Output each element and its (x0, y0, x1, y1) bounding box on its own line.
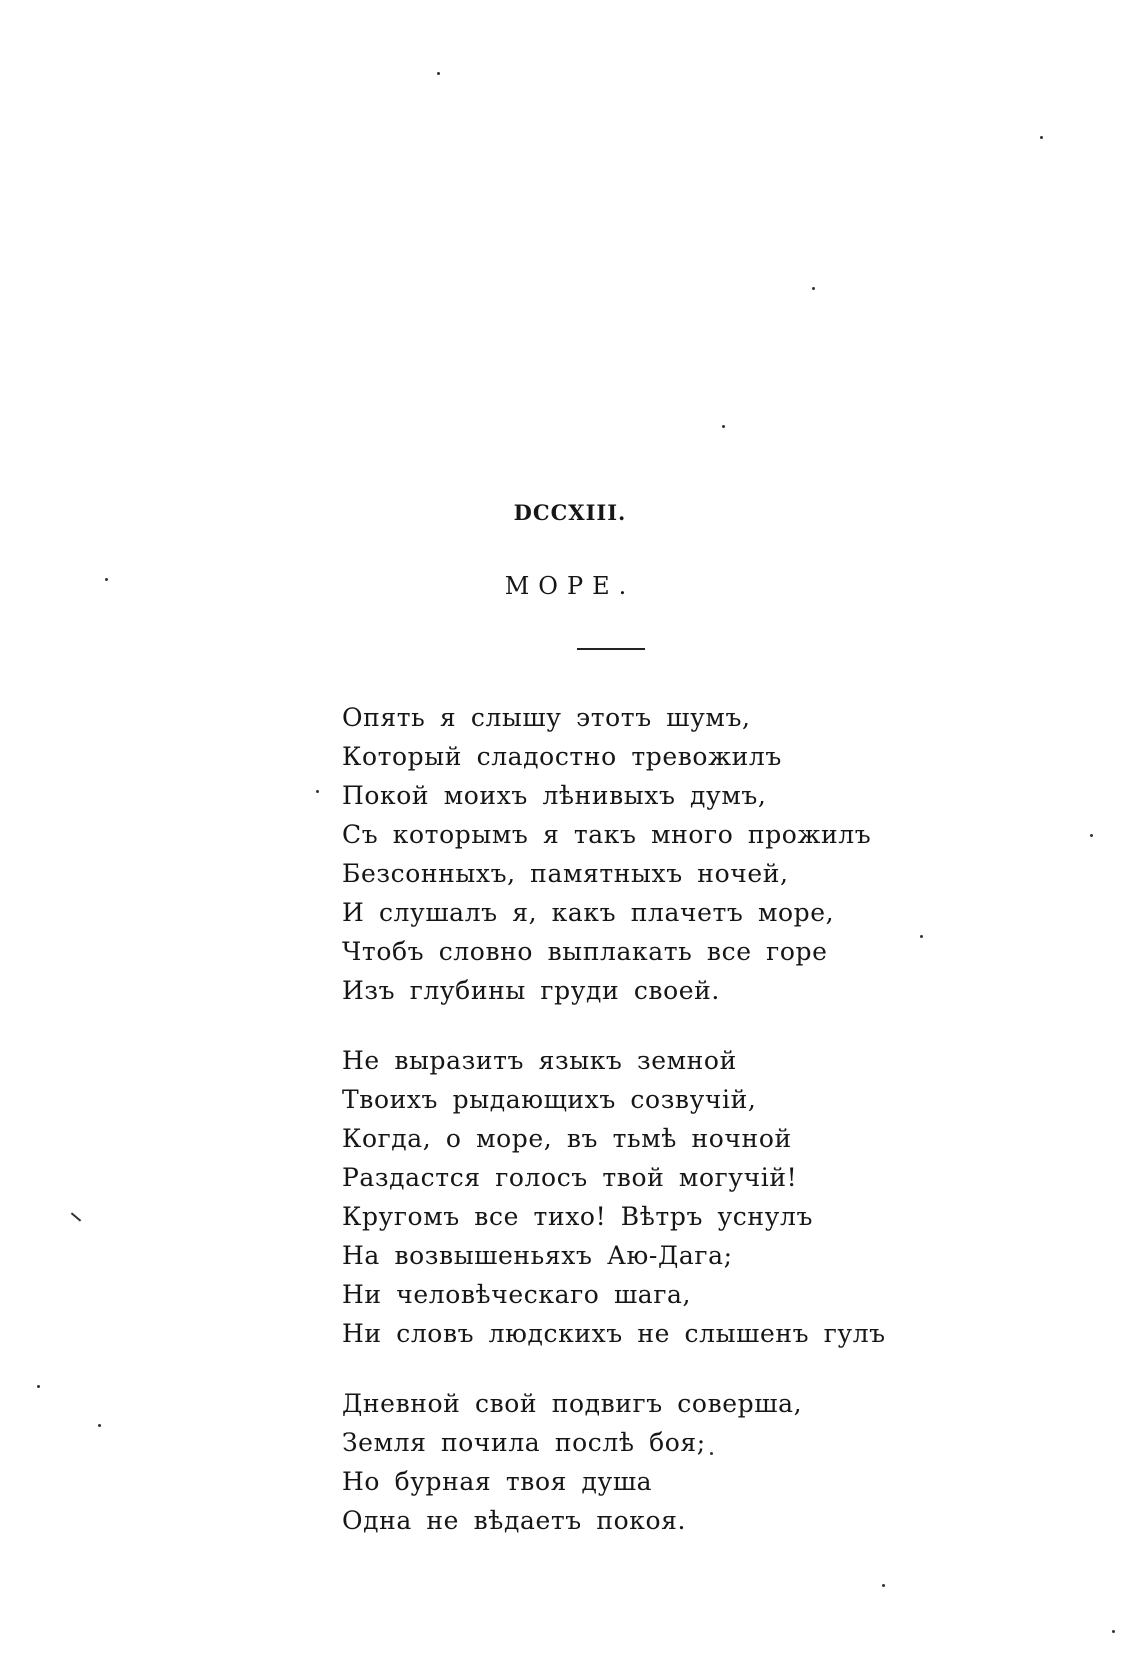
poem-title: МОРЕ. (504, 572, 636, 600)
poem-line: Дневной свой подвигъ соверша, (342, 1389, 803, 1418)
poem-line: Ни словъ людскихъ не слышенъ гулъ (342, 1319, 886, 1348)
poem-line: Съ которымъ я такъ много прожилъ (342, 820, 872, 849)
scan-speck (437, 72, 440, 75)
poem-line: На возвышеньяхъ Аю-Дага; (342, 1241, 733, 1270)
poem-line: Не выразитъ языкъ земной (342, 1046, 737, 1075)
scan-mark (71, 1212, 81, 1221)
poem-line: Одна не вѣдаетъ покоя. (342, 1506, 687, 1535)
scan-speck (1112, 1630, 1115, 1633)
poem-line: Покой моихъ лѣнивыхъ думъ, (342, 781, 767, 810)
poem-line: Раздастся голосъ твой могучій! (342, 1163, 798, 1192)
poem-line: Но бурная твоя душа (342, 1467, 653, 1496)
scan-speck (1040, 136, 1043, 139)
poem-line: И слушалъ я, какъ плачетъ море, (342, 898, 835, 927)
poem-line: Твоихъ рыдающихъ созвучій, (342, 1085, 757, 1114)
title-divider (577, 648, 645, 650)
poem-line: Который сладостно тревожилъ (342, 742, 782, 771)
poem-line: Земля почила послѣ боя; (342, 1428, 706, 1457)
scan-speck (98, 1424, 101, 1427)
poem-number: DCCXIII. (513, 500, 627, 525)
scan-speck (882, 1584, 885, 1587)
poem-line: Чтобъ словно выплакать все горе (342, 937, 828, 966)
poem-line: Кругомъ все тихо! Вѣтръ уснулъ (342, 1202, 813, 1231)
poem-line: Опять я слышу этотъ шумъ, (342, 703, 751, 732)
poem-body (342, 698, 1102, 1571)
stanza-1 (342, 698, 1102, 1010)
scan-speck (316, 790, 319, 793)
poem-line: Безсонныхъ, памятныхъ ночей, (342, 859, 789, 888)
scan-speck (37, 1385, 40, 1388)
poem-line: Когда, о море, въ тьмѣ ночной (342, 1124, 792, 1153)
poem-line: Ни человѣческаго шага, (342, 1280, 692, 1309)
stanza-2 (342, 1041, 1102, 1353)
stanza-3 (342, 1384, 1102, 1540)
poem-line: Изъ глубины груди своей. (342, 976, 720, 1005)
scan-speck (812, 287, 815, 290)
scan-speck (722, 425, 725, 428)
